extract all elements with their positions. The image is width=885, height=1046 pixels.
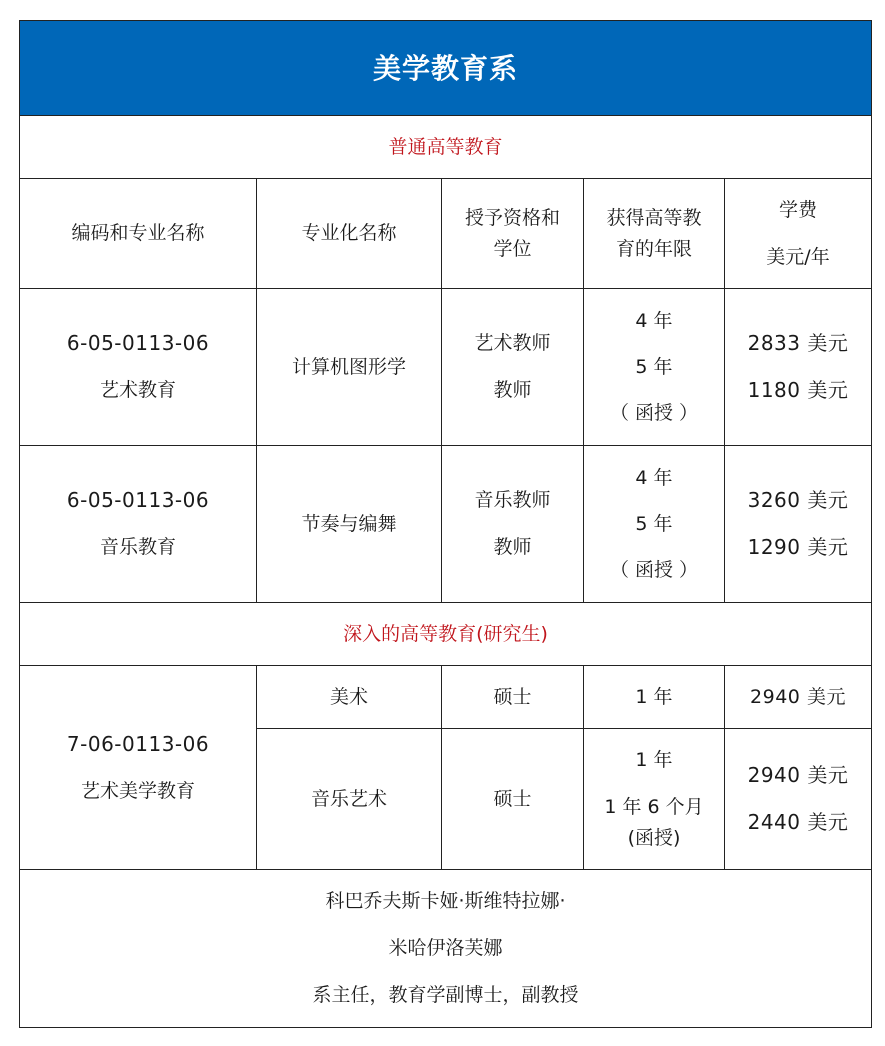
table-title: 美学教育系 xyxy=(20,21,872,116)
program-code: 7-06-0113-06 xyxy=(66,731,210,756)
head-position: 系主任，教育学副博士，副教授 xyxy=(312,984,579,1006)
header-row xyxy=(20,179,872,289)
program-code: 6-05-0113-06 xyxy=(66,488,210,512)
program-cell xyxy=(20,446,257,603)
table-row xyxy=(20,666,872,729)
duration-item: (函授) xyxy=(627,826,681,849)
section-general-title: 普通高等教育 xyxy=(20,116,872,179)
qualification-item: 艺术教师 xyxy=(474,332,551,354)
program-cell xyxy=(20,666,257,870)
duration-item: 5 年 xyxy=(635,355,673,378)
qualification-cell: 硕士 xyxy=(442,666,584,729)
specialization-cell: 节奏与编舞 xyxy=(257,446,442,603)
header-qualification-line2: 学位 xyxy=(493,237,532,260)
header-fee-line2: 美元/年 xyxy=(766,245,830,268)
qualification-cell xyxy=(442,446,584,603)
header-qualification-line1: 授予资格和 xyxy=(464,206,560,229)
footer-cell xyxy=(20,870,872,1028)
qualification-cell xyxy=(442,289,584,446)
duration-cell xyxy=(584,289,725,446)
duration-item: 4 年 xyxy=(635,466,673,489)
fee-cell xyxy=(725,289,872,446)
header-duration-line2: 育的年限 xyxy=(615,237,692,260)
fee-item: 1180 美元 xyxy=(747,378,849,402)
program-name: 音乐教育 xyxy=(99,536,176,558)
duration-item: 4 年 xyxy=(635,309,673,332)
table-row xyxy=(20,446,872,603)
section-advanced-title: 深入的高等教育(研究生) xyxy=(20,603,872,666)
qualification-item: 教师 xyxy=(493,536,532,558)
duration-item: 1 年 6 个月 xyxy=(604,795,704,818)
duration-cell xyxy=(584,446,725,603)
duration-item: 5 年 xyxy=(635,512,673,535)
specialization-cell: 美术 xyxy=(257,666,442,729)
header-code-name: 编码和专业名称 xyxy=(20,179,257,289)
program-name: 艺术教育 xyxy=(99,379,176,401)
header-qualification xyxy=(442,179,584,289)
head-name-line1: 科巴乔夫斯卡娅·斯维特拉娜· xyxy=(325,890,566,912)
header-specialization: 专业化名称 xyxy=(257,179,442,289)
program-code: 6-05-0113-06 xyxy=(66,331,210,355)
header-duration-line1: 获得高等教 xyxy=(606,206,702,229)
specialization-cell: 音乐艺术 xyxy=(257,729,442,870)
duration-item: （ 函授 ） xyxy=(609,558,699,581)
fee-item: 1290 美元 xyxy=(747,535,849,559)
duration-cell: 1 年 xyxy=(584,666,725,729)
duration-item: （ 函授 ） xyxy=(609,401,699,424)
department-table xyxy=(19,20,872,1028)
fee-cell: 2940 美元 xyxy=(725,666,872,729)
table-row xyxy=(20,289,872,446)
specialization-cell: 计算机图形学 xyxy=(257,289,442,446)
qualification-item: 教师 xyxy=(493,379,532,401)
header-fee xyxy=(725,179,872,289)
qualification-item: 音乐教师 xyxy=(474,489,551,511)
head-name-line2: 米哈伊洛芙娜 xyxy=(388,937,503,959)
fee-item: 2833 美元 xyxy=(747,331,849,355)
duration-item: 1 年 xyxy=(635,748,673,771)
fee-item: 2940 美元 xyxy=(747,763,849,787)
header-fee-line1: 学费 xyxy=(778,198,817,221)
program-name: 艺术美学教育 xyxy=(80,779,195,802)
duration-cell xyxy=(584,729,725,870)
fee-item: 3260 美元 xyxy=(747,488,849,512)
program-cell xyxy=(20,289,257,446)
qualification-cell: 硕士 xyxy=(442,729,584,870)
header-duration xyxy=(584,179,725,289)
fee-item: 2440 美元 xyxy=(747,810,849,834)
fee-cell xyxy=(725,446,872,603)
fee-cell xyxy=(725,729,872,870)
